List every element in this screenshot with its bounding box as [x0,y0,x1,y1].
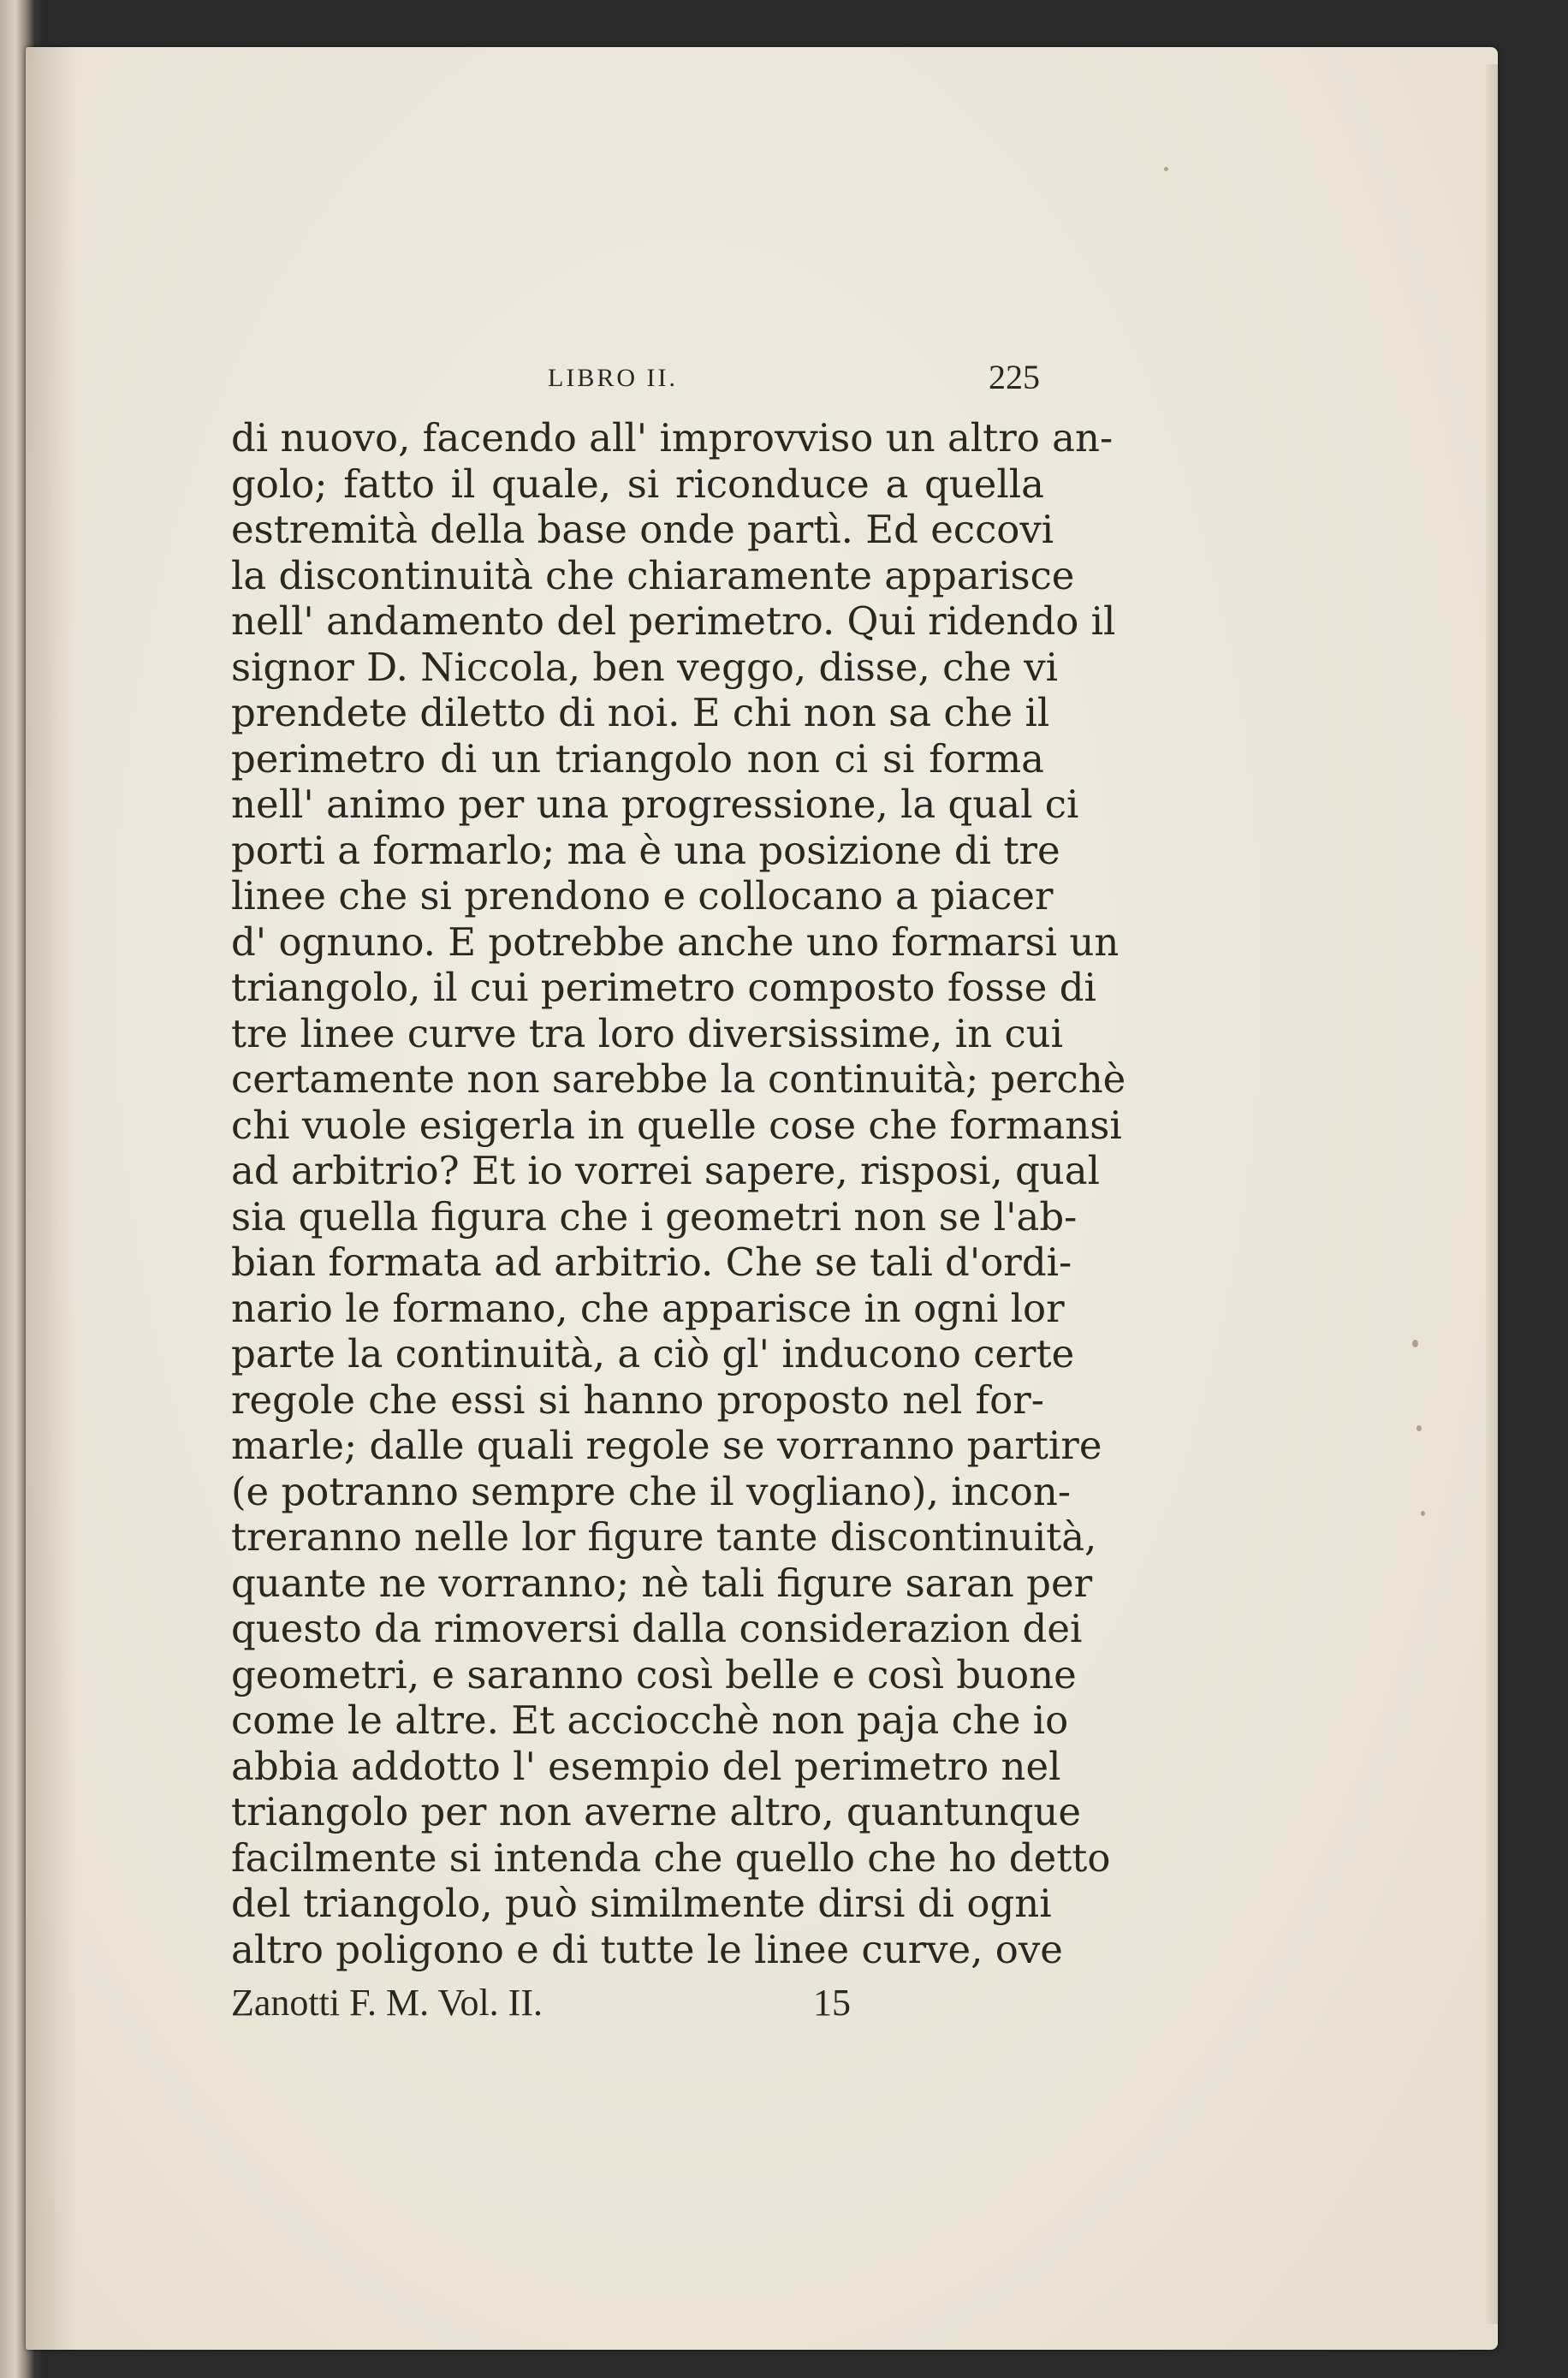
book-page [26,47,1498,2350]
text-line: nell' andamento del perimetro. Qui ridendo il [231,598,1116,644]
signature-number: 15 [813,1982,851,2024]
text-line: nell' animo per una progressione, la qual ci [231,782,1079,827]
running-title: LIBRO II. [548,364,678,392]
text-line: porti a formarlo; ma è una posizione di tre [231,827,1060,873]
text-line: golo; fatto il quale, si riconduce a quella [231,461,1044,507]
text-line: tre linee curve tra loro diversissime, in cui [231,1010,1064,1056]
text-line: ad arbitrio? Et io vorrei sapere, risposi, qual [231,1148,1100,1193]
text-line: geometri, e saranno così belle e così buone [231,1651,1077,1697]
text-line: marle; dalle quali regole se vorranno partire [231,1423,1102,1468]
text-line: del triangolo, può similmente dirsi di ogni [231,1881,1052,1926]
running-head [231,358,1044,415]
text-line: triangolo per non averne altro, quantunque [231,1789,1081,1834]
paper-speck [1164,167,1168,171]
text-line: abbia addotto l' esempio del perimetro nel [231,1743,1061,1789]
text-line: nario le formano, che apparisce in ogni lor [231,1285,1065,1331]
paper-speck [1412,1340,1418,1347]
paper-speck [1421,1511,1425,1516]
page-number: 225 [989,358,1040,396]
text-line: treranno nelle lor figure tante discontinuità, [231,1514,1097,1560]
printer-signature: Zanotti F. M. Vol. II. [231,1982,543,2024]
text-line: triangolo, il cui perimetro composto fosse di [231,965,1096,1010]
text-line: prendete diletto di noi. E chi non sa che il [231,690,1050,735]
text-line: estremità della base onde partì. Ed eccovi [231,507,1054,552]
text-line: sia quella figura che i geometri non se l'ab- [231,1193,1078,1240]
text-line: come le altre. Et acciocchè non paja che io [231,1697,1069,1743]
text-line: linee che si prendono e collocano a piacer [231,873,1054,919]
text-line: chi vuole esigerla in quelle cose che formansi [231,1102,1122,1148]
text-line: altro poligono e di tutte le linee curve, ove [231,1926,1063,1972]
text-line: d' ognuno. E potrebbe anche uno formarsi un [231,919,1120,965]
text-line: di nuovo, facendo all' improvviso un altro an- [231,415,1114,461]
text-line: (e potranno sempre che il vogliano), incon- [231,1468,1072,1514]
text-line: la discontinuità che chiaramente apparisce [231,552,1075,598]
text-line: perimetro di un triangolo non ci si forma [231,735,1044,782]
text-line: facilmente si intenda che quello che ho detto [231,1834,1111,1881]
text-line: certamente non sarebbe la continuità; perchè [231,1056,1126,1102]
page-footer [231,1981,1044,2032]
text-line: quante ne vorranno; nè tali figure saran per [231,1560,1093,1606]
text-line: bian formata ad arbitrio. Che se tali d'ordi- [231,1240,1072,1285]
page-edge [1486,64,1498,2324]
text-line: questo da rimoversi dalla considerazion dei [231,1606,1083,1651]
text-line: regole che essi si hanno proposto nel for- [231,1376,1044,1423]
page-text [231,358,1126,2032]
paper-speck [1417,1425,1422,1431]
text-line: signor D. Niccola, ben veggo, disse, che vi [231,644,1059,690]
text-line: parte la continuità, a ciò gl' inducono certe [231,1331,1075,1376]
